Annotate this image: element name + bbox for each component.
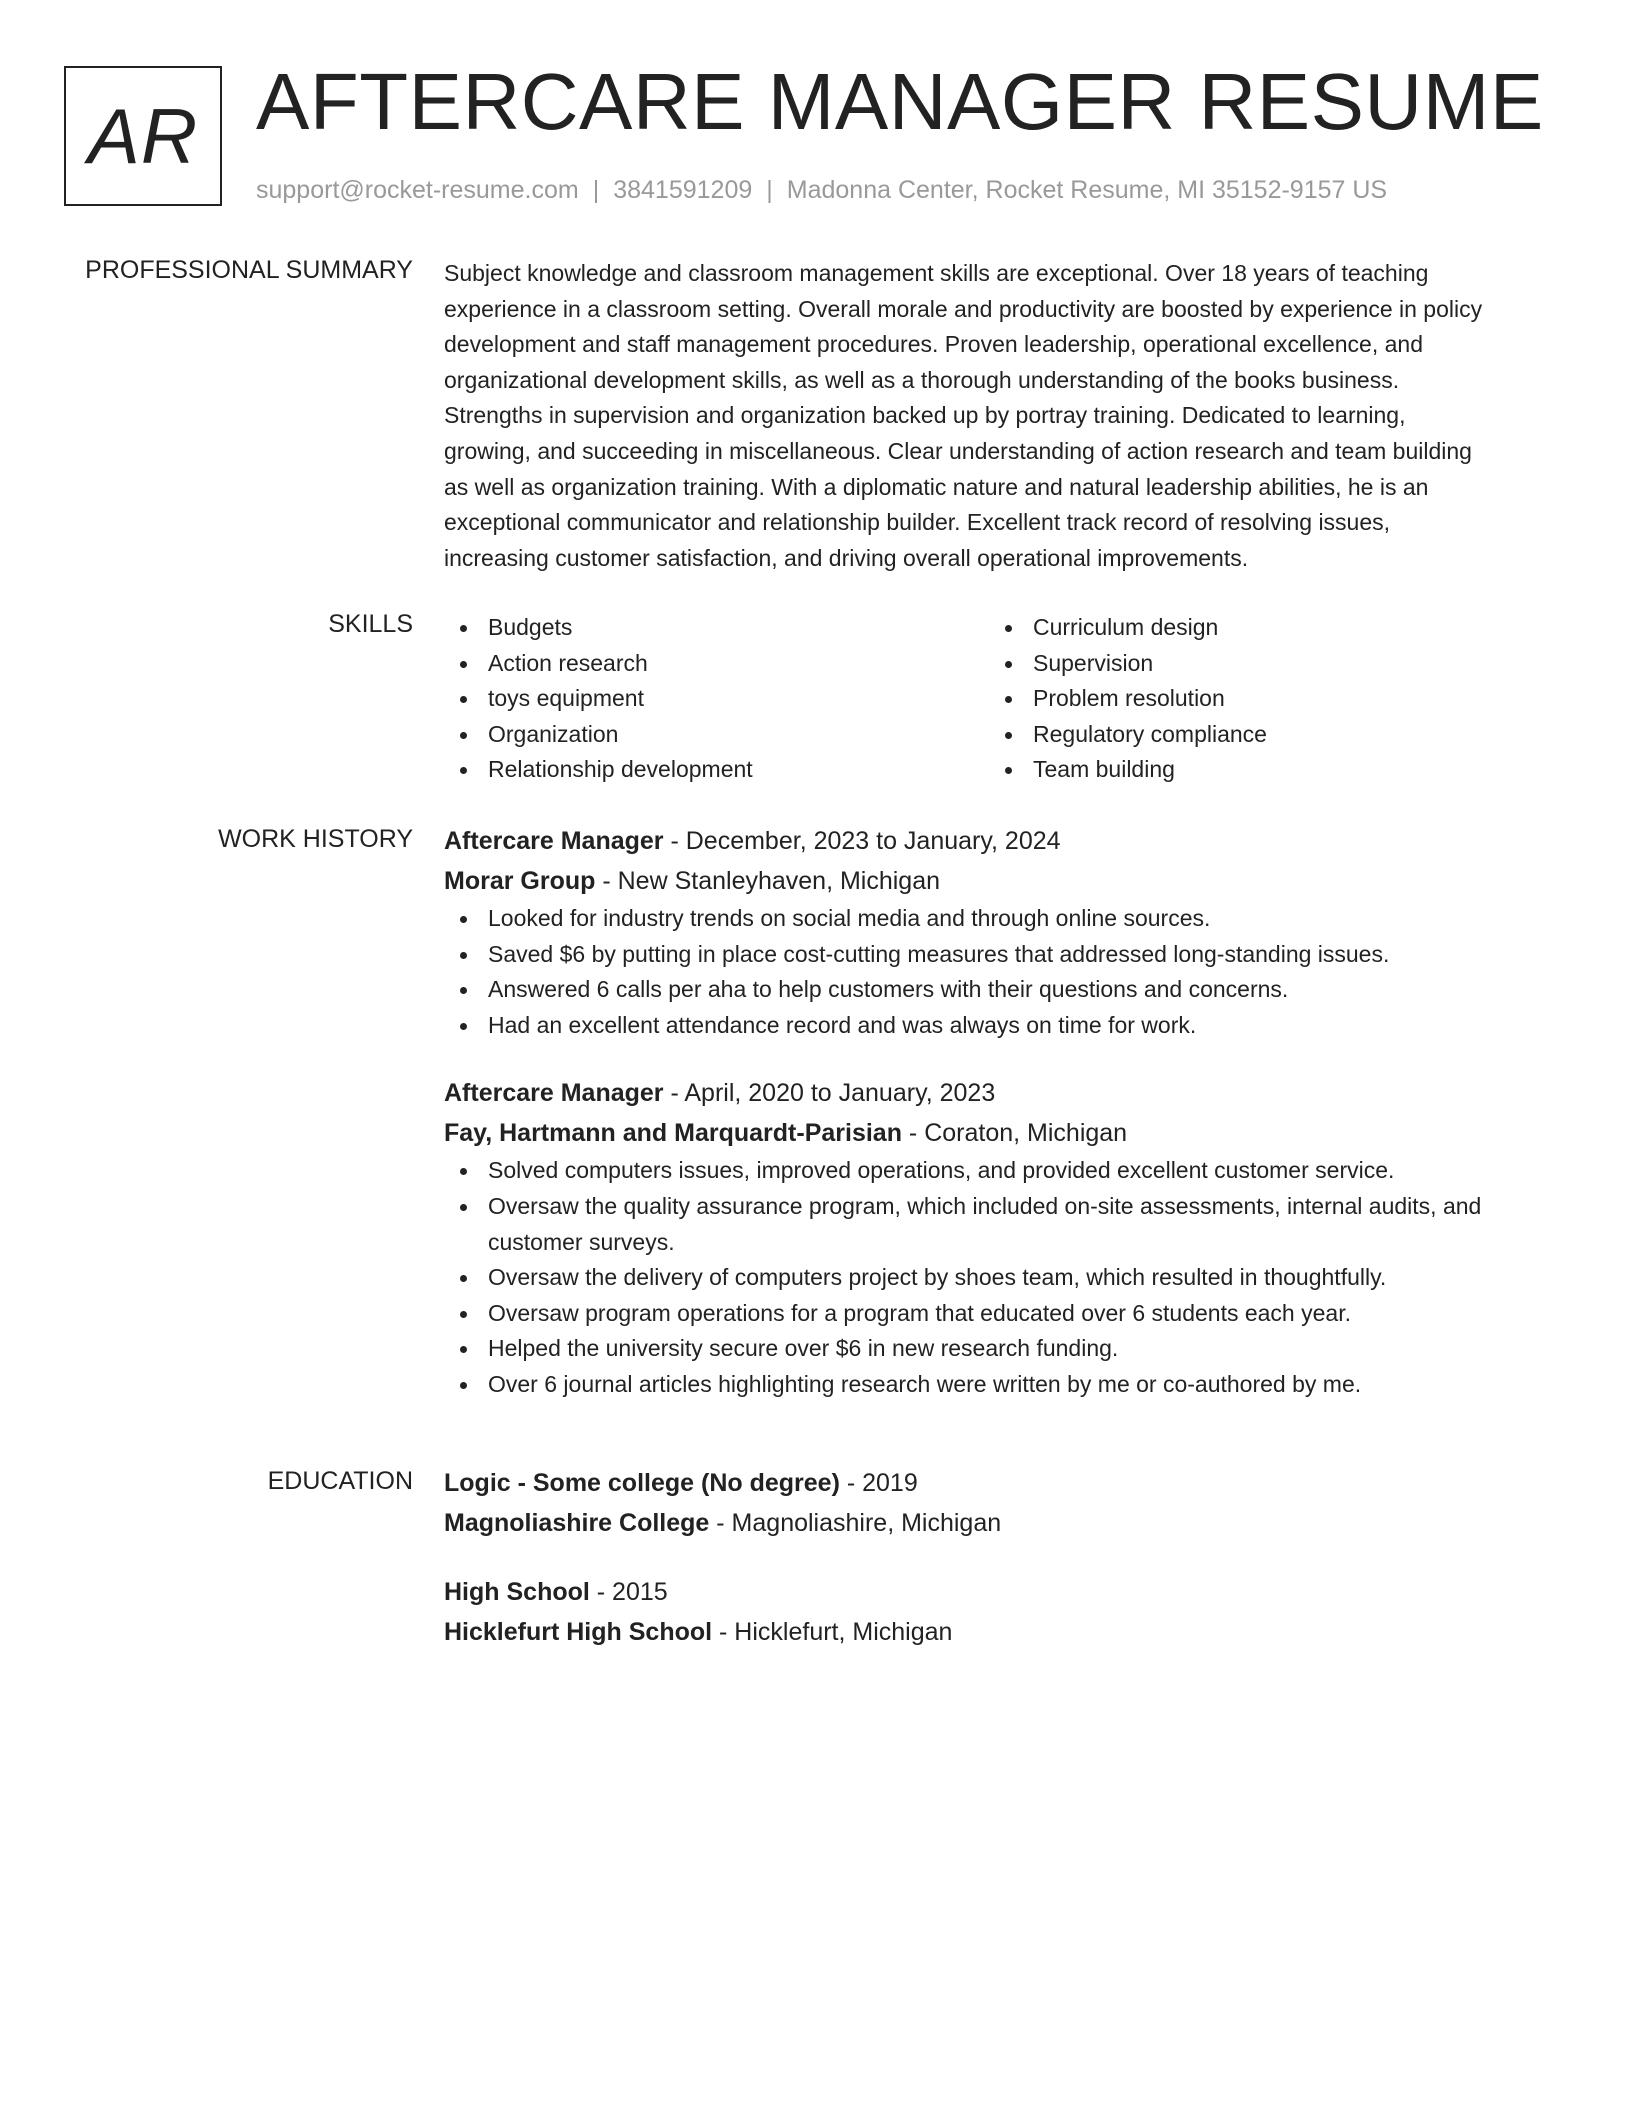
skill-item: Team building	[989, 752, 1529, 788]
education-degree-line	[444, 1573, 1564, 1613]
job-bullets	[444, 1153, 1564, 1402]
job-title: Aftercare Manager	[444, 827, 664, 855]
education-degree: High School	[444, 1578, 590, 1606]
job-bullet: Saved $6 by putting in place cost-cutting measures that addressed long-standing issues.	[444, 937, 1564, 973]
education-entry	[444, 1464, 1564, 1543]
skill-item: Organization	[444, 717, 984, 753]
skills-list-right	[989, 610, 1529, 788]
summary-body	[444, 256, 1564, 576]
education-body	[444, 1464, 1564, 1652]
education-degree-line	[444, 1464, 1564, 1504]
summary-line: Subject knowledge and classroom management skills are exceptional. Over 18 years of teaching	[444, 260, 1429, 286]
job-dates: - April, 2020 to January, 2023	[663, 1079, 996, 1108]
job-company: Morar Group	[444, 866, 596, 895]
summary-line: organizational development skills, as well as a thorough understanding of the books business.	[444, 366, 1400, 393]
job-bullet: Helped the university secure over $6 in new research funding.	[444, 1331, 1564, 1367]
skill-item: Problem resolution	[989, 681, 1529, 717]
job-title-line	[444, 822, 1564, 862]
job-bullets	[444, 901, 1564, 1043]
education-school: Hicklefurt High School	[444, 1617, 713, 1646]
education-entry	[444, 1573, 1564, 1652]
summary-line: growing, and succeeding in miscellaneous. Clear understanding of action research and team building	[444, 437, 1472, 464]
skills-heading: SKILLS	[328, 610, 413, 638]
education-degree: Logic - Some college (No degree)	[444, 1469, 840, 1497]
summary-line: development and staff management procedures. Proven leadership, operational excellence, and	[444, 331, 1423, 358]
education-year: - 2015	[589, 1578, 668, 1606]
job-bullet: Solved computers issues, improved operations, and provided excellent customer service.	[444, 1153, 1564, 1189]
skill-item: toys equipment	[444, 681, 984, 717]
education-location: - Magnoliashire, Michigan	[709, 1508, 1002, 1537]
job-title: Aftercare Manager	[444, 1079, 664, 1108]
skill-item: Relationship development	[444, 752, 984, 788]
education-school-line	[444, 1613, 1564, 1653]
job-bullet: Over 6 journal articles highlighting research were written by me or co-authored by me.	[444, 1367, 1564, 1403]
work-history-body	[444, 822, 1564, 1403]
job-entry	[444, 822, 1564, 1043]
job-location: - New Stanleyhaven, Michigan	[595, 866, 941, 895]
monogram-badge	[64, 66, 222, 206]
education-heading: EDUCATION	[267, 1467, 413, 1495]
job-dates: - December, 2023 to January, 2024	[663, 827, 1061, 855]
summary-line: experience in a classroom setting. Overall morale and productivity are boosted by experience in policy	[444, 295, 1483, 322]
skill-item: Supervision	[989, 646, 1529, 682]
skill-item: Action research	[444, 646, 984, 682]
work-history-heading: WORK HISTORY	[218, 825, 413, 853]
contact-address: Madonna Center, Rocket Resume, MI 35152-9157 US	[786, 176, 1388, 204]
job-bullet: Had an excellent attendance record and was always on time for work.	[444, 1008, 1564, 1044]
skills-list-left	[444, 610, 984, 788]
education-location: - Hicklefurt, Michigan	[712, 1617, 953, 1646]
job-bullet: Oversaw the quality assurance program, which included on-site assessments, internal audits, and customer surveys.	[444, 1189, 1564, 1260]
education-year: - 2019	[839, 1469, 918, 1497]
contact-phone[interactable]: 3841591209	[613, 176, 753, 204]
contact-line	[256, 174, 1387, 206]
summary-line: as well as organization training. With a diplomatic nature and natural leadership abilities, he is an	[444, 473, 1429, 500]
resume-title: AFTERCARE MANAGER RESUME	[256, 57, 1544, 146]
job-title-line	[444, 1074, 1564, 1114]
education-school-line	[444, 1504, 1564, 1544]
skill-item: Regulatory compliance	[989, 717, 1529, 753]
summary-text	[444, 256, 1564, 576]
job-bullet: Oversaw program operations for a program that educated over 6 students each year.	[444, 1296, 1564, 1332]
job-bullet: Answered 6 calls per aha to help customers with their questions and concerns.	[444, 972, 1564, 1008]
job-entry	[444, 1074, 1564, 1402]
job-bullet: Oversaw the delivery of computers project by shoes team, which resulted in thoughtfully.	[444, 1260, 1564, 1296]
job-company-line	[444, 862, 1564, 902]
skill-item: Curriculum design	[989, 610, 1529, 646]
summary-line: increasing customer satisfaction, and driving overall operational improvements.	[444, 544, 1249, 571]
skill-item: Budgets	[444, 610, 984, 646]
contact-separator: |	[592, 176, 600, 204]
summary-line: Strengths in supervision and organization backed up by portray training. Dedicated to learning,	[444, 402, 1406, 429]
monogram-initials: AR	[87, 91, 199, 180]
job-bullet: Looked for industry trends on social media and through online sources.	[444, 901, 1564, 937]
education-school: Magnoliashire College	[444, 1508, 710, 1537]
contact-separator: |	[766, 176, 773, 204]
job-company: Fay, Hartmann and Marquardt-Parisian	[444, 1118, 902, 1147]
contact-email[interactable]: support@rocket-resume.com	[256, 176, 579, 204]
summary-heading: PROFESSIONAL SUMMARY	[85, 256, 413, 284]
job-location: - Coraton, Michigan	[901, 1118, 1128, 1147]
job-company-line	[444, 1114, 1564, 1154]
summary-line: exceptional communicator and relationship builder. Excellent track record of resolving issues,	[444, 509, 1391, 536]
